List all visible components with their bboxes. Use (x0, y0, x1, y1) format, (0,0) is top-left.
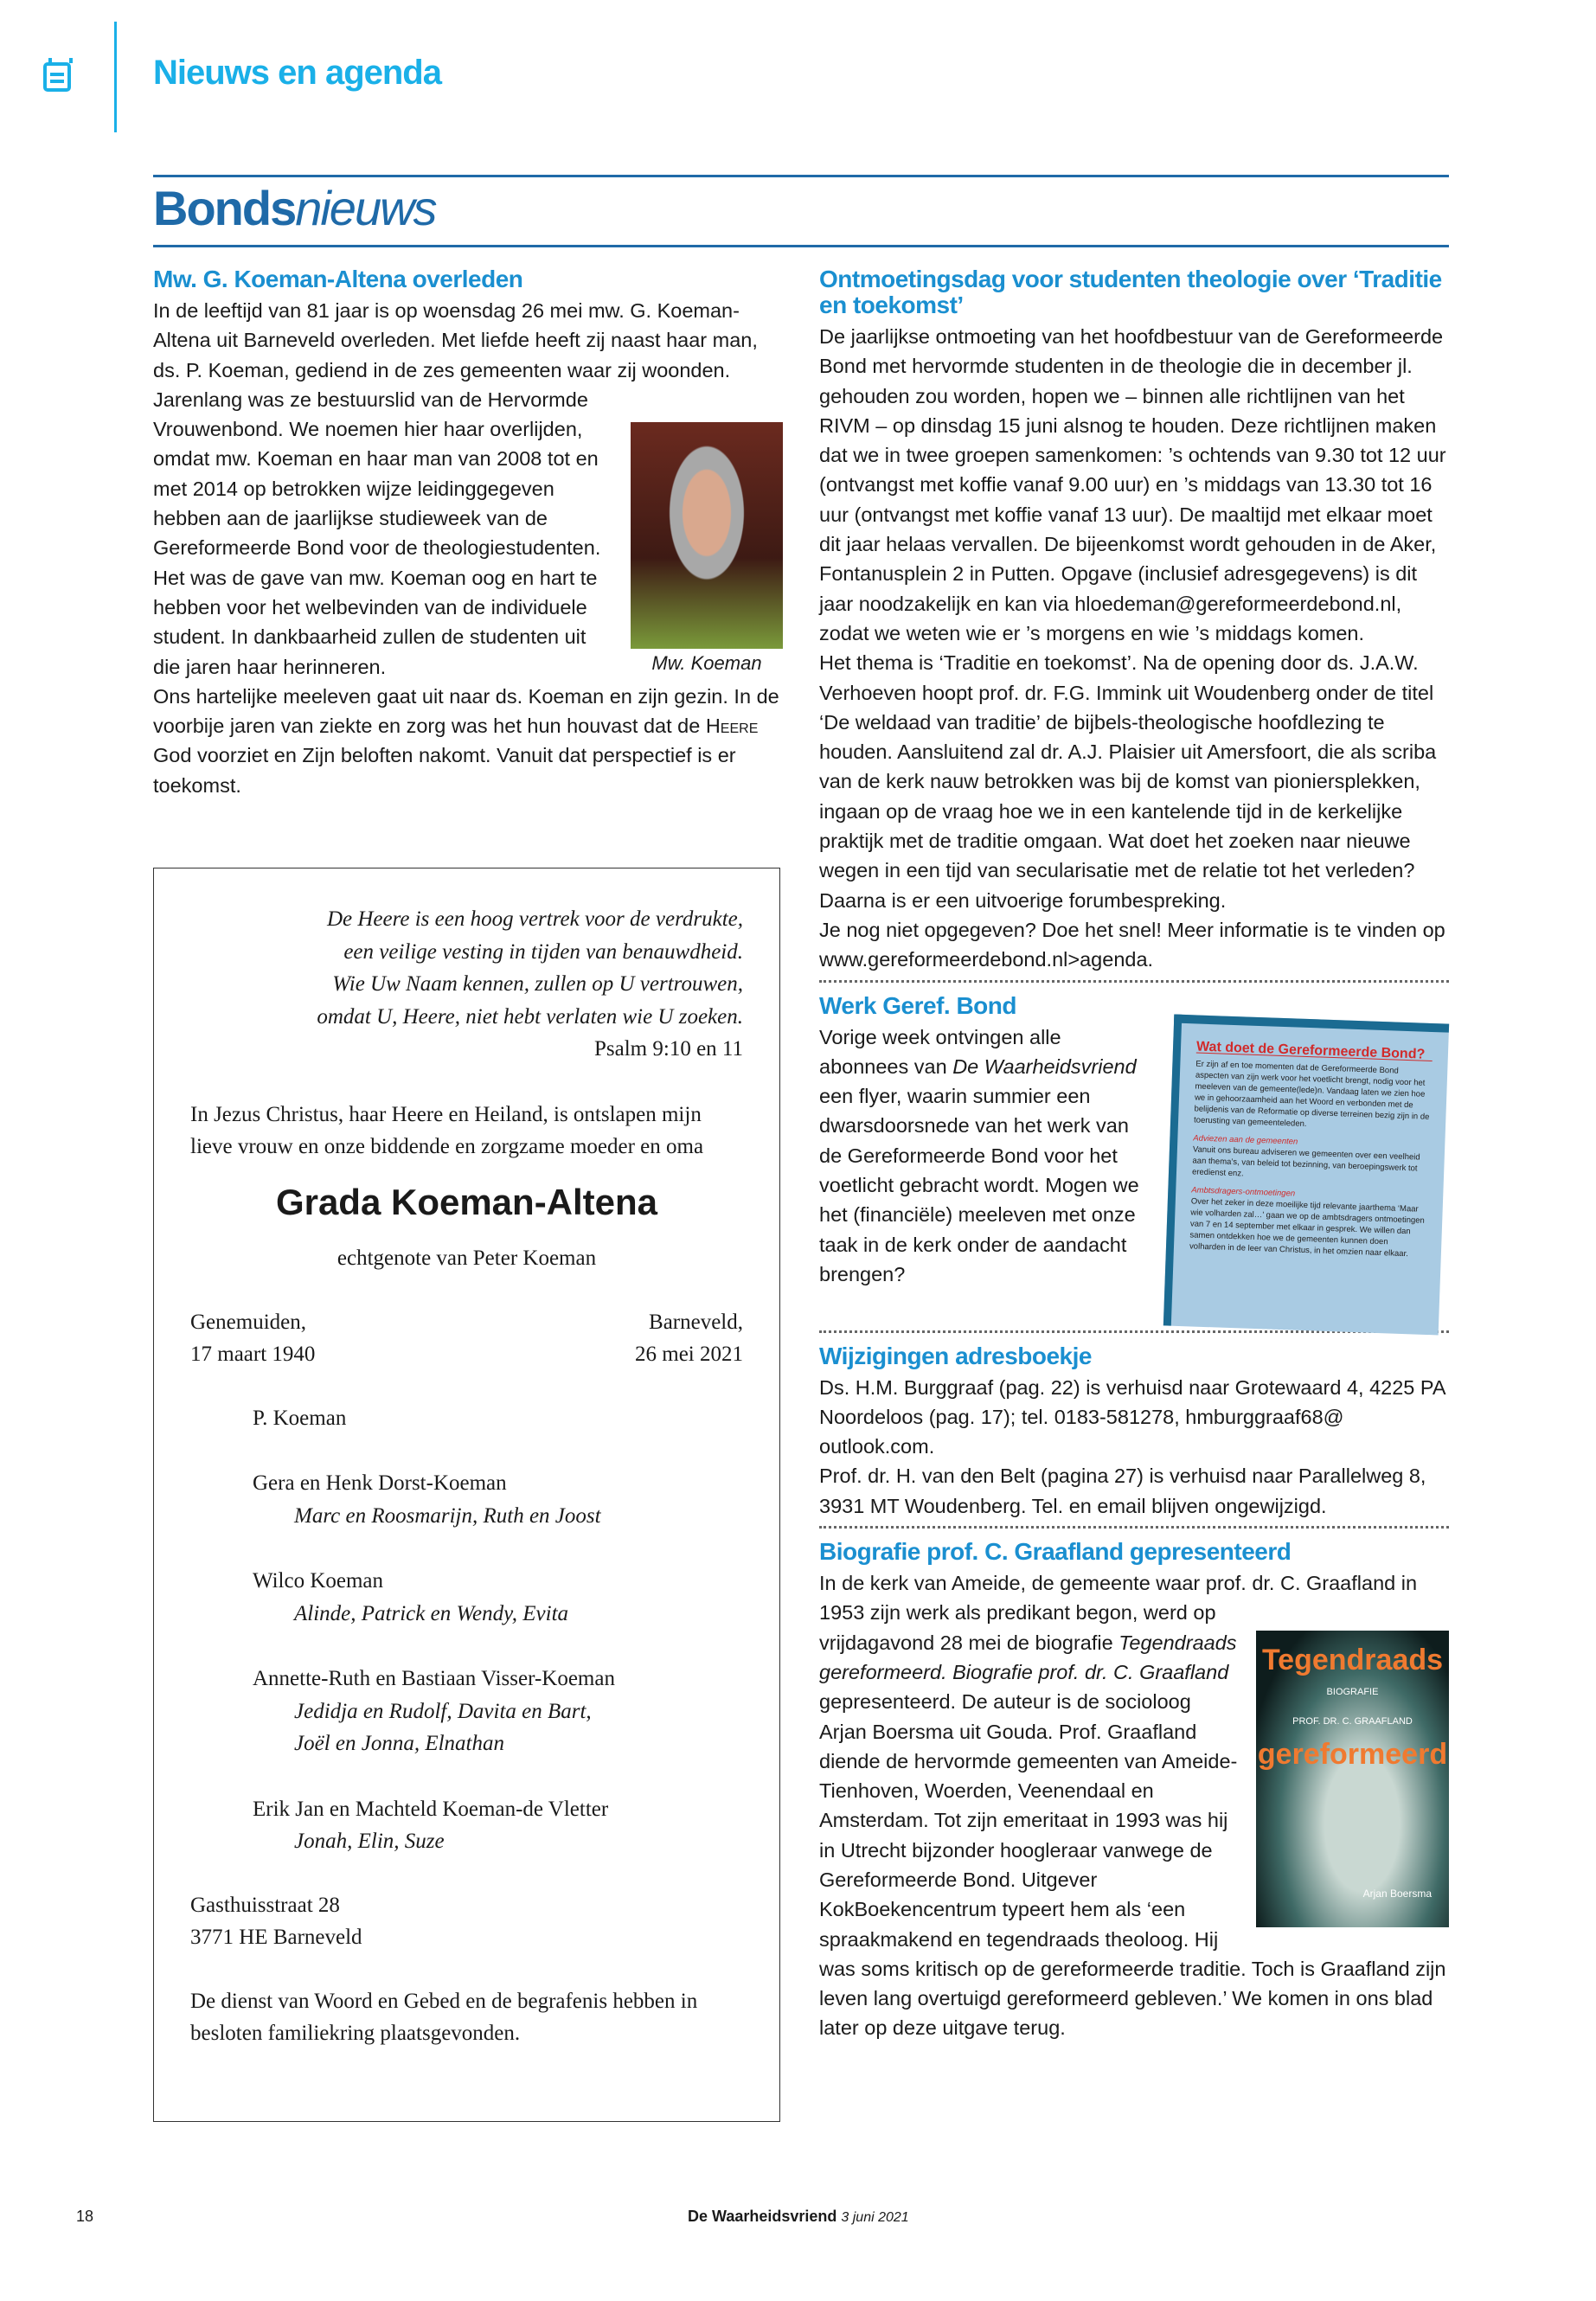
paragraph: Het thema is ‘Traditie en toekomst’. Na de opening door ds. J.A.W. Verhoeven hoopt prof. dr. F.G. Immink uit Woudenberg onder de titel ‘De weldaad van traditie’ de bijbels-theologische hoofdlezing te houden. Aansluitend zal dr. A.J. Plaisier uit Amersfoort, die als scriba van de kerk nauw betrokken was bij de komst van pioniersplekken, ingaan op de vraag hoe we in een kantelende tijd in de kerkelijke praktijk met de traditie omgaan. Wat doet het zoeken naar nieuwe wegen in een tijd van secularisatie met de relatie tot het verleden? Daarna is er een uitvoerige forumbespreking. (819, 651, 1437, 912)
address-line: Gasthuisstraat 28 (190, 1893, 340, 1917)
family-member: Erik Jan en Machteld Koeman-de Vletter (253, 1797, 609, 1821)
text: God voorziet en Zijn beloften nakomt. Vanuit dat perspectief is er toekomst. (153, 744, 736, 797)
rule (153, 245, 1449, 247)
title-bold: Bonds (153, 181, 296, 235)
issue-date: 3 juni 2021 (841, 2210, 909, 2225)
calendar-icon (43, 62, 71, 92)
poem-line: Wie Uw Naam kennen, zullen op U vertrouwen, (332, 972, 743, 996)
book-cover (1256, 1631, 1449, 1927)
dotted-separator (819, 1526, 1449, 1529)
intro: In Jezus Christus, haar Heere en Heiland, is ontslapen mijn lieve vrouw en onze biddende en zorgzame moeder en oma (190, 1102, 704, 1158)
paragraph: Je nog niet opgegeven? Doe het snel! Meer informatie is te vinden op www.gereformeerdebond.nl>agenda. (819, 918, 1445, 971)
psalm-reference: Psalm 9:10 en 11 (594, 1037, 743, 1061)
poem-line: een veilige vesting in tijden van benauwdheid. (343, 939, 743, 964)
family-member: P. Koeman (253, 1406, 347, 1430)
divider (114, 22, 117, 132)
paragraph: In de leeftijd van 81 jaar is op woensdag 26 mei mw. G. Koeman-Altena uit Barneveld overleden. Met liefde heeft zij naast haar man, ds. P. Koeman, gediend in de zes gemeenten waar zij woonden. Jarenlang was ze bestuurslid van de Hervormde Vrouwenbond. We noemen hier haar overlijden, omdat mw. Koeman en haar man van 2008 tot en met 2014 op betrokken wijze leidinggegeven hebben aan de jaarlijkse studieweek van de Gereformeerde Bond voor de theologiestudenten. Het was de gave van mw. Koeman oog en hart te hebben voor het welbevinden van de individuele student. In dankbaarheid zullen de studenten uit die jaren haar herinneren. (153, 299, 758, 678)
flyer-subtitle: Adviezen aan de gemeenten (1193, 1132, 1298, 1147)
death-announcement (153, 868, 780, 2122)
flyer-text: Over het zeker in deze moeilijke tijd relevante jaarthema ‘Maar wie volharden zal…’ gaan we op de ambtsdragers ontmoetingen van 7 en 14 september met elkaar in gesprek. We willen dan samen ontdekken hoe we de gemeenten kunnen doen volharden in de leer van Christus, in het omzien naar elkaar. (1189, 1195, 1425, 1259)
address (190, 1889, 743, 1954)
text: In de kerk van Ameide, de gemeente waar prof. dr. C. Graafland in 1953 zijn werk als predikant begon, werd op vrijdagavond 28 mei de biografie (819, 1572, 1418, 1654)
article-heading: Biografie prof. C. Graafland gepresenteerd (819, 1538, 1292, 1566)
paragraph: Prof. dr. H. van den Belt (pagina 27) is verhuisd naar Parallelweg 8, 3931 MT Woudenberg. Tel. en email blijven ongewijzigd. (819, 1465, 1426, 1517)
grandchildren: Alinde, Patrick en Wendy, Evita (294, 1601, 569, 1625)
poem-line: omdat U, Heere, niet hebt verlaten wie U zoeken. (317, 1004, 743, 1029)
page-number: 18 (76, 2208, 94, 2225)
article-heading: Mw. G. Koeman-Altena overleden (153, 266, 523, 292)
family-member: Gera en Henk Dorst-Koeman (253, 1471, 507, 1495)
article-heading: Werk Geref. Bond (819, 991, 1016, 1019)
death-date: 26 mei 2021 (635, 1343, 743, 1366)
paragraph (153, 682, 783, 800)
flyer-text: Er zijn af en toe momenten dat de Gereformeerde Bond aspecten van zijn werk voor het voetlicht brengt, nodig voor het meeleven van de gemeente(lede)n. Vandaag laten we zien hoe we in gehoorzaamheid aan het Woord en verbonden met de belijdenis van de Reformatie op diverse terreinen bezig zijn in de toerusting van gemeenteleden. (1193, 1059, 1430, 1129)
photo-caption: Mw. Koeman (651, 652, 762, 674)
birth-date: 17 maart 1940 (190, 1343, 316, 1366)
poem-line: De Heere is een hoog vertrek voor de verdrukte, (326, 907, 743, 931)
family-list (190, 1402, 743, 1858)
text: gepresenteerd. De auteur is de socioloog Arjan Boersma uit Gouda. Prof. Graafland diende de hervormde gemeenten van Ameide-Tienhoven, Woerden, Veenendaal en Amsterdam. Tot zijn emeritaat in 1993 was hij in Utrecht bijzonder hoogleraar vanwege de Gereformeerde Bond. Uitgever KokBoekencentrum typeert hem als ‘een spraakmakend en tegendraads theoloog. Hij was soms kritisch op de gereformeerde traditie. Toch is Graafland zijn leven lang overtuigd gereformeerd gebleven.’ We komen in ons blad later op deze uitgave terug. (819, 1690, 1446, 2040)
flyer-title: Wat doet de Gereformeerde Bond? (1196, 1041, 1433, 1061)
closing: De dienst van Woord en Gebed en de begrafenis hebben in besloten familiekring plaatsgevonden. (190, 1989, 698, 2045)
grandchildren: Jedidja en Rudolf, Davita en Bart, (294, 1699, 592, 1723)
obituary-notice (153, 266, 783, 800)
poem (190, 903, 743, 1066)
magazine-name: De Waarheidsvriend (688, 2208, 837, 2225)
page-title (153, 180, 436, 236)
grandchildren: Joël en Jonna, Elnathan (294, 1732, 504, 1755)
rule (153, 175, 1449, 177)
text: Heere (705, 715, 759, 738)
right-column (819, 266, 1449, 2043)
book-title: Tegendraads (1261, 1644, 1444, 1677)
book-author: Arjan Boersma (1362, 1887, 1432, 1900)
book-subtitle: PROF. DR. C. GRAAFLAND (1292, 1716, 1413, 1727)
article-heading: Wijzigingen adresboekje (819, 1342, 1092, 1369)
section-title: Nieuws en agenda (153, 54, 441, 92)
death-place: Barneveld, (649, 1310, 743, 1334)
title-italic: nieuws (295, 181, 436, 235)
grandchildren: Jonah, Elin, Suze (294, 1830, 445, 1853)
address-line: 3771 HE Barneveld (190, 1926, 362, 1949)
photo-mw-koeman (631, 422, 783, 649)
flyer-subtitle: Ambtsdragers-ontmoetingen (1191, 1184, 1296, 1199)
book-title: gereformeerd (1257, 1737, 1448, 1771)
article-heading: Ontmoetingsdag voor studenten theologie over ‘Traditie en toekomst’ (819, 266, 1442, 318)
spouse: echtgenote van Peter Koeman (337, 1247, 597, 1270)
dates (190, 1306, 743, 1371)
grandchildren: Marc en Roosmarijn, Ruth en Joost (294, 1503, 601, 1528)
flyer-text: Vanuit ons bureau adviseren we gemeenten over een veelheid aan thema’s, van beleid tot bezinning, van beroepingswerk tot eredienst enz. (1191, 1144, 1420, 1179)
dotted-separator (819, 980, 1449, 983)
paragraph: De jaarlijkse ontmoeting van het hoofdbestuur van de Gereformeerde Bond met hervormde studenten in de theologie die in december jl. gehouden zou worden, hopen we – binnen alle richtlijnen van het RIVM – op dinsdag 15 juni alsnog te houden. Deze richtlijnen maken dat we in twee groepen samenkomen: ’s ochtends van 9.30 tot 12 uur (ontvangst met koffie vanaf 9.00 uur) en ’s middags van 13.30 tot 16 uur (ontvangst met koffie vanaf 13 uur). De maaltijd met elkaar moet dit jaar helaas vervallen. De bijeenkomst wordt gehouden in de Aker, Fontanusplein 2 in Putten. Opgave (inclusief adresgegevens) is dit jaar noodzakelijk en kan via hloedeman@gereformeerdebond.nl, zodat we weten wie er ’s morgens en wie ’s middags komen. (819, 325, 1446, 644)
text: Ons hartelijke meeleven gaat uit naar ds. Koeman en zijn gezin. In de voorbije jaren van ziekte en zorg was het hun houvast dat de (153, 684, 779, 738)
family-member: Annette-Ruth en Bastiaan Visser-Koeman (253, 1667, 615, 1690)
book-subtitle: BIOGRAFIE (1326, 1687, 1379, 1698)
footer-publication (688, 2208, 909, 2226)
text: Vorige week ontvingen alle abonnees van (819, 1025, 1061, 1078)
text: Tegendraads gereformeerd. Biografie prof. dr. C. Graafland (819, 1631, 1237, 1683)
flyer-image (1163, 1014, 1449, 1335)
family-member: Wilco Koeman (253, 1569, 384, 1593)
paragraph: Ds. H.M. Burggraaf (pag. 22) is verhuisd naar Grotewaard 4, 4225 PA Noordeloos (pag. 17); tel. 0183-581278, hmburggraaf68@ outlook.com. (819, 1375, 1445, 1458)
deceased-name: Grada Koeman-Altena (275, 1181, 658, 1222)
birth-place: Genemuiden, (190, 1310, 306, 1334)
text: De Waarheidsvriend (952, 1054, 1137, 1078)
text: een flyer, waarin summier een dwarsdoorsnede van het werk van de Gereformeerde Bond voor het voetlicht gebracht wordt. Mogen we het (financiële) meeleven met onze taak in de kerk onder de aandacht brengen? (819, 1085, 1139, 1285)
